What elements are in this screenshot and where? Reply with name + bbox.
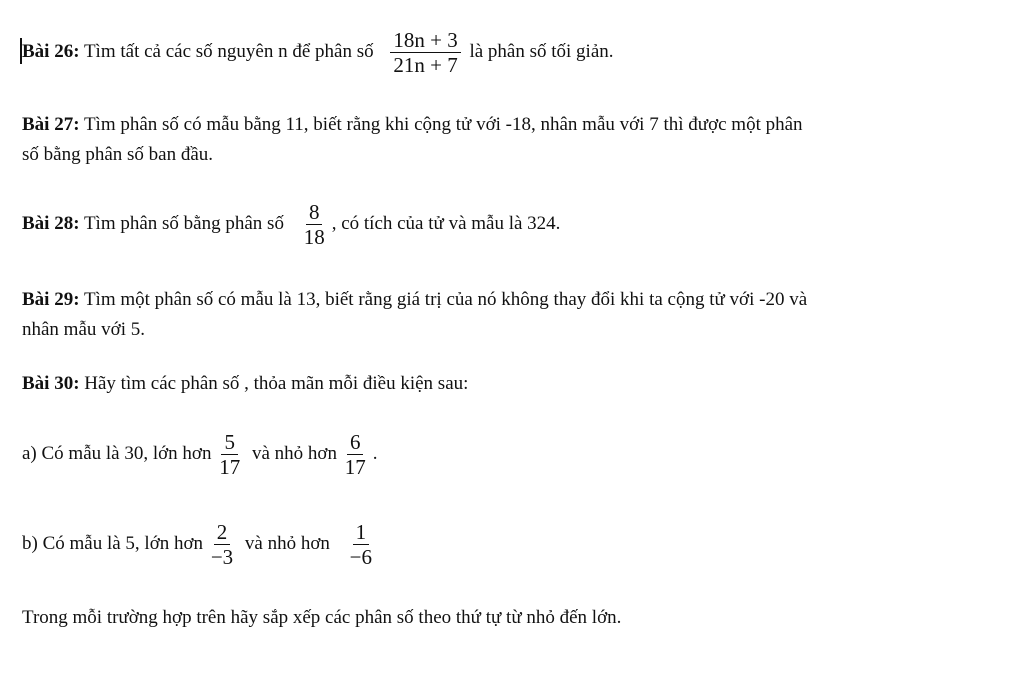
fraction-denominator: 21n + 7 xyxy=(393,53,458,77)
problem-26-text: Tìm tất cả các số nguyên n để phân số xyxy=(79,40,374,62)
problem-28 xyxy=(22,200,560,249)
fraction-denominator: 17 xyxy=(219,455,241,479)
problem-29-label: Bài 29: xyxy=(22,289,80,310)
problem-27-label: Bài 27: xyxy=(22,114,80,135)
problem-26-label: Bài 26: xyxy=(22,40,80,62)
part-b-fraction-1 xyxy=(208,520,236,569)
fraction-numerator: 18n + 3 xyxy=(390,28,460,53)
part-a-fraction-2 xyxy=(342,430,369,479)
part-b-text: b) Có mẫu là 5, lớn hơn xyxy=(22,532,204,554)
problem-27-line-2 xyxy=(22,143,213,167)
problem-27-text-cont: số bằng phân số ban đầu. xyxy=(22,144,214,165)
problem-29-text: Tìm một phân số có mẫu là 13, biết rằng giá trị của nó không thay đổi khi ta cộng tử với -20 và xyxy=(79,289,808,310)
fraction-numerator: 1 xyxy=(353,520,370,545)
problem-30-intro: Hãy tìm các phân số , thỏa mãn mỗi điều kiện sau: xyxy=(79,373,469,394)
problem-29-line-1 xyxy=(22,288,807,312)
fraction-numerator: 8 xyxy=(306,200,323,225)
fraction-denominator: −6 xyxy=(349,545,372,569)
part-a-fraction-1 xyxy=(216,430,243,479)
fraction-numerator: 5 xyxy=(221,430,238,455)
part-a-text-mid: và nhỏ hơn xyxy=(251,442,337,464)
part-b-fraction-2 xyxy=(347,520,375,569)
fraction-denominator: −3 xyxy=(210,545,234,569)
problem-30-conclusion xyxy=(22,606,621,630)
problem-28-fraction xyxy=(301,200,328,249)
problem-30 xyxy=(22,372,468,396)
fraction-denominator: 17 xyxy=(344,455,366,479)
fraction-numerator: 2 xyxy=(214,520,231,545)
problem-29-text-cont: nhân mẫu với 5. xyxy=(22,319,145,340)
problem-30-part-b xyxy=(22,520,379,569)
part-b-text-mid: và nhỏ hơn xyxy=(244,532,330,554)
problem-28-label: Bài 28: xyxy=(22,212,80,234)
problem-26-text-after: là phân số tối giản. xyxy=(469,40,614,62)
problem-29-line-2 xyxy=(22,318,145,342)
problem-27-line-1 xyxy=(22,113,803,137)
problem-27-text: Tìm phân số có mẫu bằng 11, biết rằng khi cộng tử với -18, nhân mẫu với 7 thì được một phân xyxy=(79,114,803,135)
problem-30-part-a xyxy=(22,430,377,479)
problem-26 xyxy=(22,28,614,77)
part-a-text: a) Có mẫu là 30, lớn hơn xyxy=(22,442,212,464)
part-a-text-after: . xyxy=(372,442,378,464)
fraction-denominator: 18 xyxy=(303,225,325,249)
problem-26-fraction xyxy=(390,28,460,77)
conclusion-text: Trong mỗi trường hợp trên hãy sắp xếp các phân số theo thứ tự từ nhỏ đến lớn. xyxy=(22,607,622,628)
problem-28-text: Tìm phân số bằng phân số xyxy=(79,212,284,234)
fraction-numerator: 6 xyxy=(347,430,364,455)
problem-30-label: Bài 30: xyxy=(22,373,80,394)
problem-28-text-after: , có tích của tử và mẫu là 324. xyxy=(331,212,561,234)
